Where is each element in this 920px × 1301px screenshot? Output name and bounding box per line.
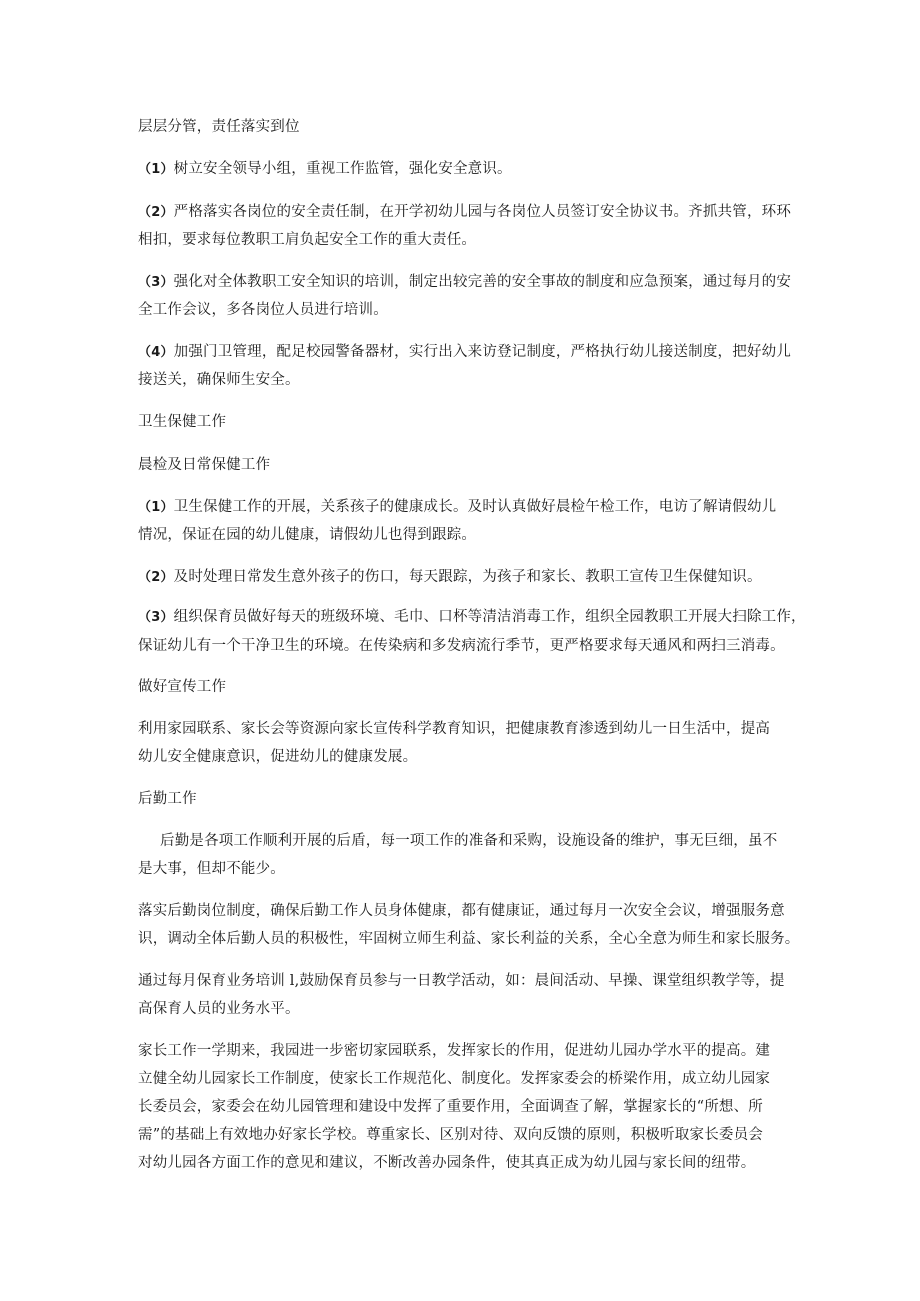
paragraph-line: 利用家园联系、家长会等资源向家长宣传科学教育知识，把健康教育渗透到幼儿一日生活中，提高 [138, 721, 771, 737]
paragraph-line: 通过每月保育业务培训 l,鼓励保育员参与一日教学活动，如：晨间活动、早操、课堂组织教学等，提 [138, 973, 785, 989]
item-number: （3） [138, 275, 174, 290]
list-item [138, 567, 762, 588]
list-item-continuation: 全工作会议，多各岗位人员进行培训。 [138, 302, 388, 318]
item-number: （3） [138, 610, 174, 625]
item-number: （2） [138, 570, 174, 585]
item-number: （2） [138, 205, 174, 220]
paragraph-line: 识，调动全体后勤人员的积极性，牢固树立师生利益、家长利益的关系，全心全意为师生和家长服务。 [138, 931, 800, 947]
paragraph-line: 需”的基础上有效地办好家长学校。尊重家长、区别对待、双向反馈的原则，积极听取家长委员会 [138, 1127, 764, 1143]
list-item [138, 272, 791, 293]
item-text: 组织保育员做好每天的班级环境、毛巾、口杯等清洁消毒工作，组织全园教职工开展大扫除工作， [173, 609, 806, 625]
item-text: 及时处理日常发生意外孩子的伤口，每天跟踪，为孩子和家长、教职工宣传卫生保健知识。 [173, 569, 762, 585]
paragraph-line: 后勤是各项工作顺利开展的后盾，每一项工作的准备和采购，设施设备的维护，事无巨细，虽不 [160, 833, 778, 849]
paragraph-line: 落实后勤岗位制度，确保后勤工作人员身体健康，都有健康证，通过每月一次安全会议，增强服务意 [138, 903, 785, 919]
paragraph-line: 家长工作一学期来，我园进一步密切家园联系，发挥家长的作用，促进幼儿园办学水平的提高。建 [138, 1043, 771, 1059]
item-text: 加强门卫管理，配足校园警备器材，实行出入来访登记制度，严格执行幼儿接送制度，把好幼儿 [173, 344, 792, 360]
item-text: 严格落实各岗位的安全责任制，在开学初幼儿园与各岗位人员签订安全协议书。齐抓共管，环环 [173, 204, 792, 220]
item-text: 卫生保健工作的开展，关系孩子的健康成长。及时认真做好晨检午检工作，电访了解请假幼儿 [173, 499, 777, 515]
list-item-continuation: 保证幼儿有一个干净卫生的环境。在传染病和多发病流行季节，更严格要求每天通风和两扫三消毒。 [138, 638, 785, 654]
list-item [138, 497, 776, 518]
list-item [138, 607, 806, 628]
paragraph-line: 高保育人员的业务水平。 [138, 1001, 300, 1017]
section-heading-responsibility: 层层分管，责任落实到位 [138, 119, 300, 135]
paragraph-line: 幼儿安全健康意识，促进幼儿的健康发展。 [138, 749, 418, 765]
item-number: （1） [138, 500, 174, 515]
section-heading-publicity: 做好宣传工作 [138, 679, 227, 695]
list-item [138, 342, 791, 363]
paragraph-line: 立健全幼儿园家长工作制度，使家长工作规范化、制度化。发挥家委会的桥梁作用，成立幼儿园家 [138, 1071, 771, 1087]
paragraph-line: 是大事，但却不能少。 [138, 861, 285, 877]
subsection-heading-checkup: 晨检及日常保健工作 [138, 457, 271, 473]
item-number: （4） [138, 345, 174, 360]
item-number: （1） [138, 162, 174, 177]
list-item [138, 202, 791, 223]
list-item-continuation: 接送关，确保师生安全。 [138, 372, 300, 388]
list-item [138, 159, 512, 180]
paragraph-line: 对幼儿园各方面工作的意见和建议，不断改善办园条件，使其真正成为幼儿园与家长间的纽带。 [138, 1155, 756, 1171]
item-text: 树立安全领导小组，重视工作监管，强化安全意识。 [173, 161, 512, 177]
item-text: 强化对全体教职工安全知识的培训，制定出较完善的安全事故的制度和应急预案，通过每月的安 [173, 274, 792, 290]
list-item-continuation: 相扣，要求每位教职工肩负起安全工作的重大责任。 [138, 232, 477, 248]
section-heading-logistics: 后勤工作 [138, 791, 197, 807]
list-item-continuation: 情况，保证在园的幼儿健康，请假幼儿也得到跟踪。 [138, 527, 477, 543]
section-heading-health: 卫生保健工作 [138, 414, 227, 430]
paragraph-line: 长委员会，家委会在幼儿园管理和建设中发挥了重要作用，全面调查了解，掌握家长的“所想、所 [138, 1099, 764, 1115]
